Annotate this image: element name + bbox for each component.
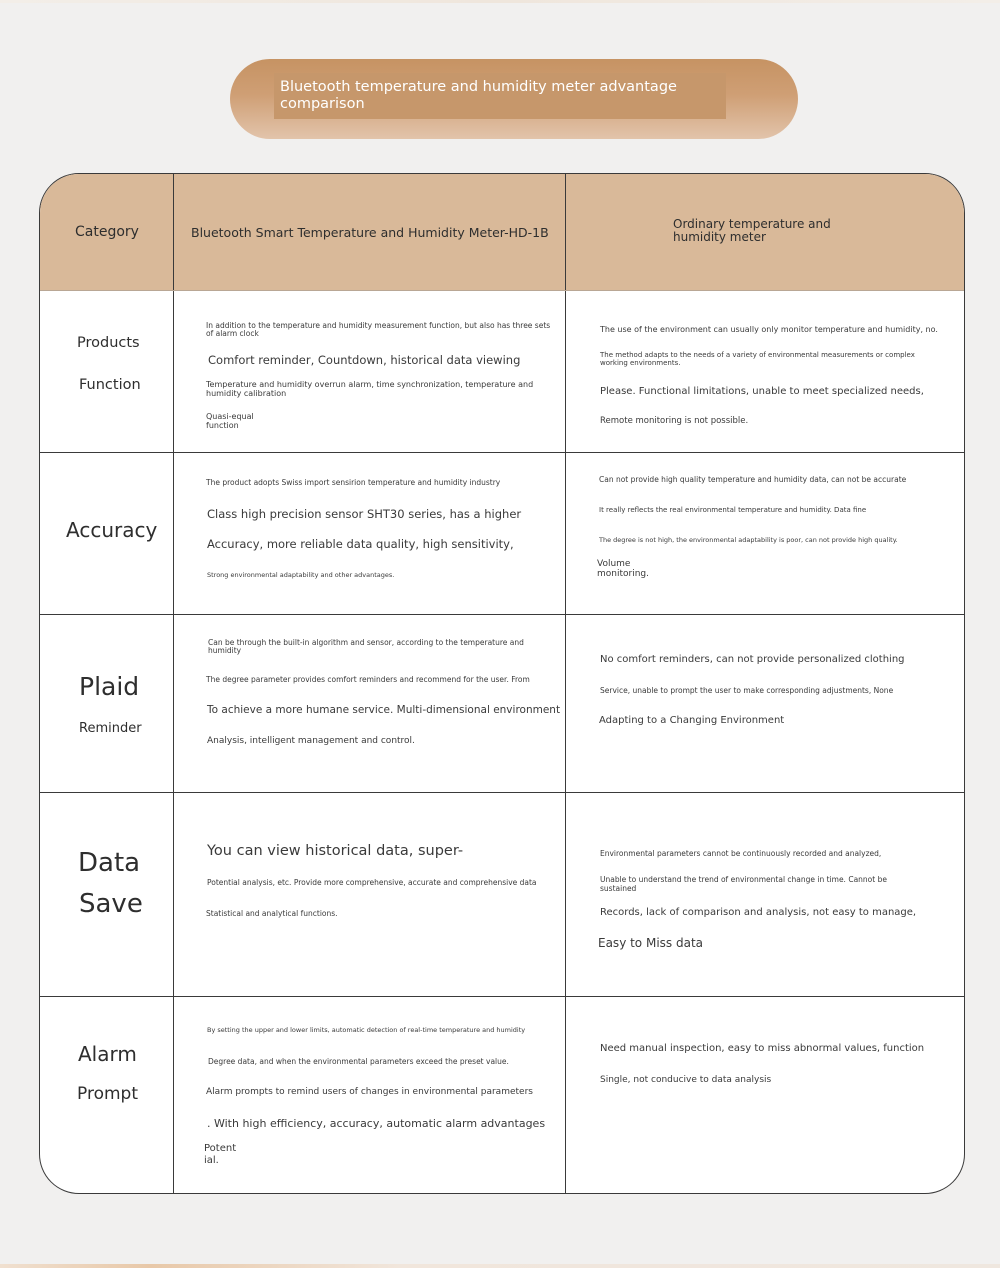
row-divider bbox=[40, 614, 964, 615]
category-label: Data bbox=[78, 848, 141, 878]
page-title: Bluetooth temperature and humidity meter advantage comparison bbox=[280, 79, 677, 112]
ordinary-text: Adapting to a Changing Environment bbox=[599, 715, 785, 726]
ordinary-text: Remote monitoring is not possible. bbox=[600, 416, 749, 426]
ordinary-text: Single, not conducive to data analysis bbox=[600, 1075, 772, 1085]
bluetooth-text: Potent ial. bbox=[204, 1143, 237, 1166]
bluetooth-text: In addition to the temperature and humidity measurement function, but also has three sets of alarm clock bbox=[206, 321, 551, 338]
row-divider bbox=[40, 290, 964, 291]
column-divider bbox=[565, 174, 566, 1193]
bluetooth-text: Potential analysis, etc. Provide more comprehensive, accurate and comprehensive data bbox=[207, 878, 537, 887]
ordinary-text: Records, lack of comparison and analysis, not easy to manage, bbox=[600, 907, 917, 918]
category-label: Alarm bbox=[78, 1042, 137, 1066]
header-ordinary: Ordinary temperature and humidity meter bbox=[673, 217, 831, 244]
bluetooth-text: Class high precision sensor SHT30 series, has a higher bbox=[207, 507, 522, 521]
ordinary-text: Can not provide high quality temperature and humidity data, can not be accurate bbox=[599, 475, 907, 484]
ordinary-text: Service, unable to prompt the user to make corresponding adjustments, None bbox=[600, 686, 894, 695]
title-box bbox=[274, 73, 726, 119]
row-divider bbox=[40, 996, 964, 997]
category-label: Prompt bbox=[77, 1084, 138, 1104]
category-label: Products bbox=[77, 335, 140, 351]
comparison-table bbox=[39, 173, 965, 1194]
bluetooth-text: The product adopts Swiss import sensirion temperature and humidity industry bbox=[206, 478, 501, 487]
ordinary-text: Please. Functional limitations, unable to meet specialized needs, bbox=[600, 386, 924, 397]
bluetooth-text: Can be through the built-in algorithm and sensor, according to the temperature and humidity bbox=[208, 638, 524, 655]
bluetooth-text: Alarm prompts to remind users of changes in environmental parameters bbox=[206, 1087, 533, 1097]
category-label: Function bbox=[79, 377, 141, 393]
ordinary-text: Environmental parameters cannot be continuously recorded and analyzed, bbox=[600, 849, 882, 858]
category-label: Save bbox=[79, 889, 143, 919]
ordinary-text: It really reflects the real environmental temperature and humidity. Data fine bbox=[599, 506, 867, 514]
category-label: Plaid bbox=[79, 672, 140, 701]
bluetooth-text: You can view historical data, super- bbox=[207, 843, 464, 859]
bottom-border bbox=[0, 1264, 1000, 1268]
row-divider bbox=[40, 792, 964, 793]
title-banner bbox=[230, 59, 798, 139]
bluetooth-text: Quasi-equal function bbox=[206, 412, 254, 430]
category-label: Accuracy bbox=[66, 518, 158, 542]
bluetooth-text: Analysis, intelligent management and control. bbox=[207, 736, 415, 746]
ordinary-text: Unable to understand the trend of environmental change in time. Cannot be sustained bbox=[600, 875, 887, 893]
ordinary-text: Need manual inspection, easy to miss abnormal values, function bbox=[600, 1043, 925, 1054]
ordinary-text: The degree is not high, the environmental adaptability is poor, can not provide high quality. bbox=[599, 536, 898, 544]
ordinary-text: Volume monitoring. bbox=[597, 559, 649, 579]
ordinary-text: The use of the environment can usually only monitor temperature and humidity, no. bbox=[600, 325, 938, 334]
bluetooth-text: Accuracy, more reliable data quality, high sensitivity, bbox=[207, 537, 514, 551]
ordinary-text: The method adapts to the needs of a variety of environmental measurements or complex working environments. bbox=[600, 351, 915, 367]
ordinary-text: No comfort reminders, can not provide personalized clothing bbox=[600, 654, 905, 665]
bluetooth-text: To achieve a more humane service. Multi-dimensional environment bbox=[207, 704, 561, 716]
bluetooth-text: . With high efficiency, accuracy, automatic alarm advantages bbox=[207, 1117, 546, 1130]
column-divider bbox=[173, 174, 174, 1193]
bluetooth-text: Temperature and humidity overrun alarm, time synchronization, temperature and humidity calibration bbox=[206, 380, 534, 398]
header-bluetooth: Bluetooth Smart Temperature and Humidity Meter-HD-1B bbox=[191, 225, 549, 240]
bluetooth-text: Statistical and analytical functions. bbox=[206, 909, 338, 918]
ordinary-text: Easy to Miss data bbox=[598, 936, 703, 950]
bluetooth-text: The degree parameter provides comfort reminders and recommend for the user. From bbox=[206, 675, 530, 684]
bluetooth-text: Strong environmental adaptability and other advantages. bbox=[207, 571, 395, 579]
header-category: Category bbox=[75, 224, 139, 240]
bluetooth-text: Degree data, and when the environmental parameters exceed the preset value. bbox=[208, 1057, 509, 1066]
bluetooth-text: Comfort reminder, Countdown, historical data viewing bbox=[208, 353, 521, 367]
bluetooth-text: By setting the upper and lower limits, automatic detection of real-time temperature and humidity bbox=[207, 1026, 526, 1034]
top-border bbox=[0, 0, 1000, 3]
row-divider bbox=[40, 452, 964, 453]
category-label: Reminder bbox=[79, 721, 142, 736]
